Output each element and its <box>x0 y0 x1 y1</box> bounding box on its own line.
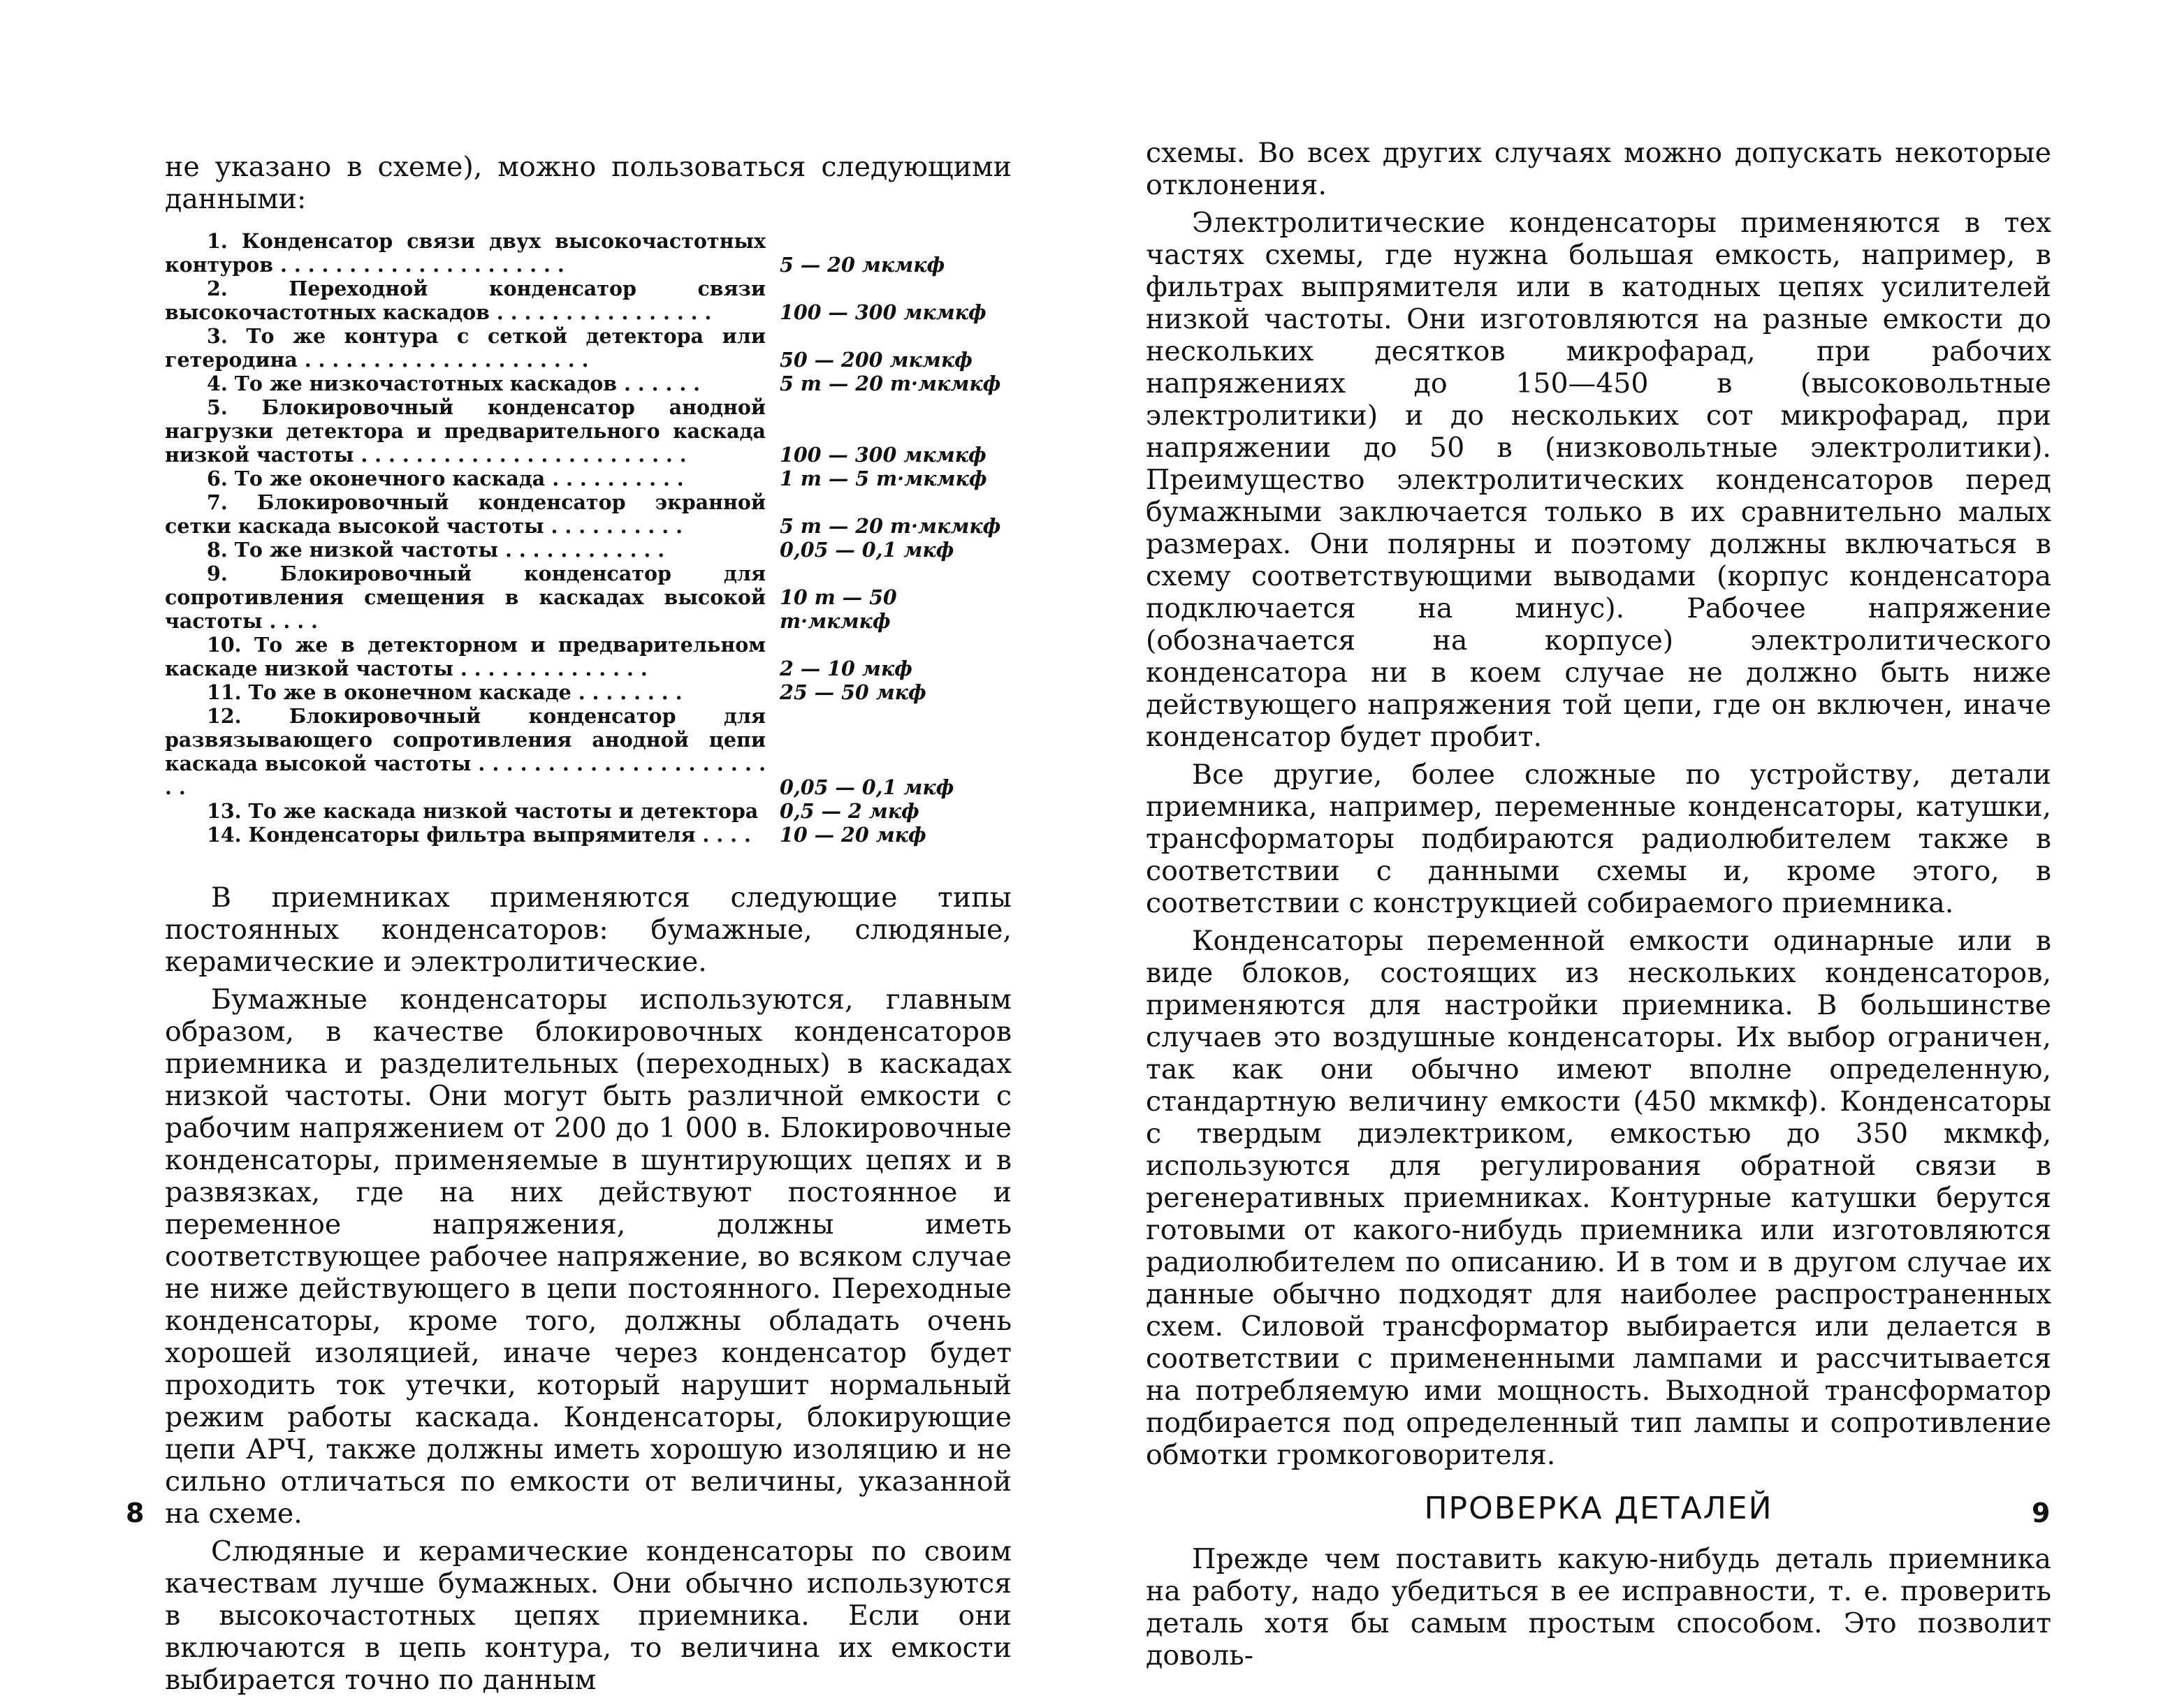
paragraph: В приемниках применяются следующие типы постоянных конденсаторов: бумажные, слюдяные, керамические и электролитические. <box>165 882 1012 978</box>
paragraph: Все другие, более сложные по устройству, детали приемника, например, переменные конденсаторы, катушки, трансформаторы подбираются радиолюбителем также в соответствии с данными схемы и, кроме этого, в соответствии с конструкцией собираемого приемника. <box>1146 759 2051 919</box>
paragraph: Электролитические конденсаторы применяются в тех частях схемы, где нужна большая емкость, например, в фильтрах выпрямителя или в катодных цепях усилителей низкой частоты. Они изготовляются на разные емкости до нескольких десятков микрофарад, при рабочих напряжениях до 150—450 в (высоковольтные электролитики) и до нескольких сот микрофарад, при напряжении до 50 в (низковольтные электролитики). Преимущество электролитических конденсаторов перед бумажными заключается только в их сравнительно малых размерах. Они полярны и поэтому должны включаться в схему соответствующими выводами (корпус конденсатора подключается на минус). Рабочее напряжение (обозначается на корпусе) электролитического конденсатора ни в коем случае не должно быть ниже действующего напряжения той цепи, где он включен, иначе конденсатор будет пробит. <box>1146 207 2051 753</box>
page-number: 9 <box>2032 1498 2051 1528</box>
list-item: 13. То же каскада низкой частоты и детектора 0,5 — 2 мкф <box>207 799 919 823</box>
paragraph: Прежде чем поставить какую-нибудь деталь приемника на работу, надо убедиться в ее исправности, т. е. проверить деталь хотя бы самым простым способом. Это позволит доволь- <box>1146 1543 2051 1672</box>
capacitor-data-list <box>165 229 1012 847</box>
list-item: 9. Блокировочный конденсатор для сопротивления смещения в каскадах высокой частоты . . . . 10 т — 50 т·мкмкф <box>165 562 897 633</box>
list-item: 4. То же низкочастотных каскадов . . . . . . 5 т — 20 т·мкмкф <box>207 372 1001 395</box>
list-item: 5. Блокировочный конденсатор анодной нагрузки детектора и предварительного каскада низкой частоты . . . . . . . . . . . . . . . . . . . . . . . . 100 — 300 мкмкф <box>165 395 987 467</box>
list-item: 11. То же в оконечном каскаде . . . . . . . . 25 — 50 мкф <box>207 680 926 704</box>
intro-text: не указано в схеме), можно пользоваться следующими данными: <box>165 151 1012 215</box>
section-heading: ПРОВЕРКА ДЕТАЛЕЙ <box>1424 1491 1773 1526</box>
list-item: 1. Конденсатор связи двух высокочастотных контуров . . . . . . . . . . . . . . . . . . . . . 5 — 20 мкмкф <box>165 229 945 277</box>
list-item: 7. Блокировочный конденсатор экранной сетки каскада высокой частоты . . . . . . . . . . 5 т — 20 т·мкмкф <box>165 490 1001 538</box>
right-page <box>1146 0 2051 1677</box>
list-item: 2. Переходной конденсатор связи высокочастотных каскадов . . . . . . . . . . . . . . . . 100 — 300 мкмкф <box>165 277 987 324</box>
list-item: 14. Конденсаторы фильтра выпрямителя . . . . 10 — 20 мкф <box>207 823 926 847</box>
paragraph: Слюдяные и керамические конденсаторы по своим качествам лучше бумажных. Они обычно используются в высокочастотных цепях приемника. Если они включаются в цепь контура, то величина их емкости выбирается точно по данным <box>165 1535 1012 1696</box>
paragraph: схемы. Во всех других случаях можно допускать некоторые отклонения. <box>1146 137 2051 201</box>
paragraph: Конденсаторы переменной емкости одинарные или в виде блоков, состоящих из нескольких конденсаторов, применяются для настройки приемника. В большинстве случаев это воздушные конденсаторы. Их выбор ограничен, так как они обычно имеют вполне определенную, стандартную величину емкости (450 мкмкф). Конденсаторы с твердым диэлектриком, емкостью до 350 мкмкф, используются для регулирования обратной связи в регенеративных приемниках. Контурные катушки берутся готовыми от какого-нибудь приемника или изготовляются радиолюбителем по описанию. И в том и в другом случае их данные обычно подходят для наиболее распространенных схем. Силовой трансформатор выбирается или делается в соответствии с примененными лампами и рассчитывается на потребляемую ими мощность. Выходной трансформатор подбирается под определенный тип лампы и сопротивление обмотки громкоговорителя. <box>1146 925 2051 1471</box>
list-item: 12. Блокировочный конденсатор для развязывающего сопротивления анодной цепи каскада высокой частоты . . . . . . . . . . . . . . . . . . . . . . . 0,05 — 0,1 мкф <box>165 704 954 799</box>
list-item: 6. То же оконечного каскада . . . . . . . . . . 1 т — 5 т·мкмкф <box>207 467 987 490</box>
list-item: 10. То же в детекторном и предварительном каскаде низкой частоты . . . . . . . . . . . . . . 2 — 10 мкф <box>165 633 912 680</box>
list-item: 3. То же контура с сеткой детектора или гетеродина . . . . . . . . . . . . . . . . . . . . . 50 — 200 мкмкф <box>165 324 973 372</box>
list-item: 8. То же низкой частоты . . . . . . . . . . . . 0,05 — 0,1 мкф <box>207 538 954 562</box>
paragraph: Бумажные конденсаторы используются, главным образом, в качестве блокировочных конденсаторов приемника и разделительных (переходных) в каскадах низкой частоты. Они могут быть различной емкости с рабочим напряжением от 200 до 1 000 в. Блокировочные конденсаторы, применяемые в шунтирующих цепях и в развязках, где на них действуют постоянное и переменное напряжения, должны иметь соответствующее рабочее напряжение, во всяком случае не ниже действующего в цепи постоянного. Переходные конденсаторы, кроме того, должны обладать очень хорошей изоляцией, иначе через конденсатор будет проходить ток утечки, который нарушит нормальный режим работы каскада. Конденсаторы, блокирующие цепи АРЧ, также должны иметь хорошую изоляцию и не сильно отличаться по емкости от величины, указанной на схеме. <box>165 984 1012 1530</box>
page-number: 8 <box>126 1498 145 1528</box>
left-page <box>126 0 1012 1696</box>
